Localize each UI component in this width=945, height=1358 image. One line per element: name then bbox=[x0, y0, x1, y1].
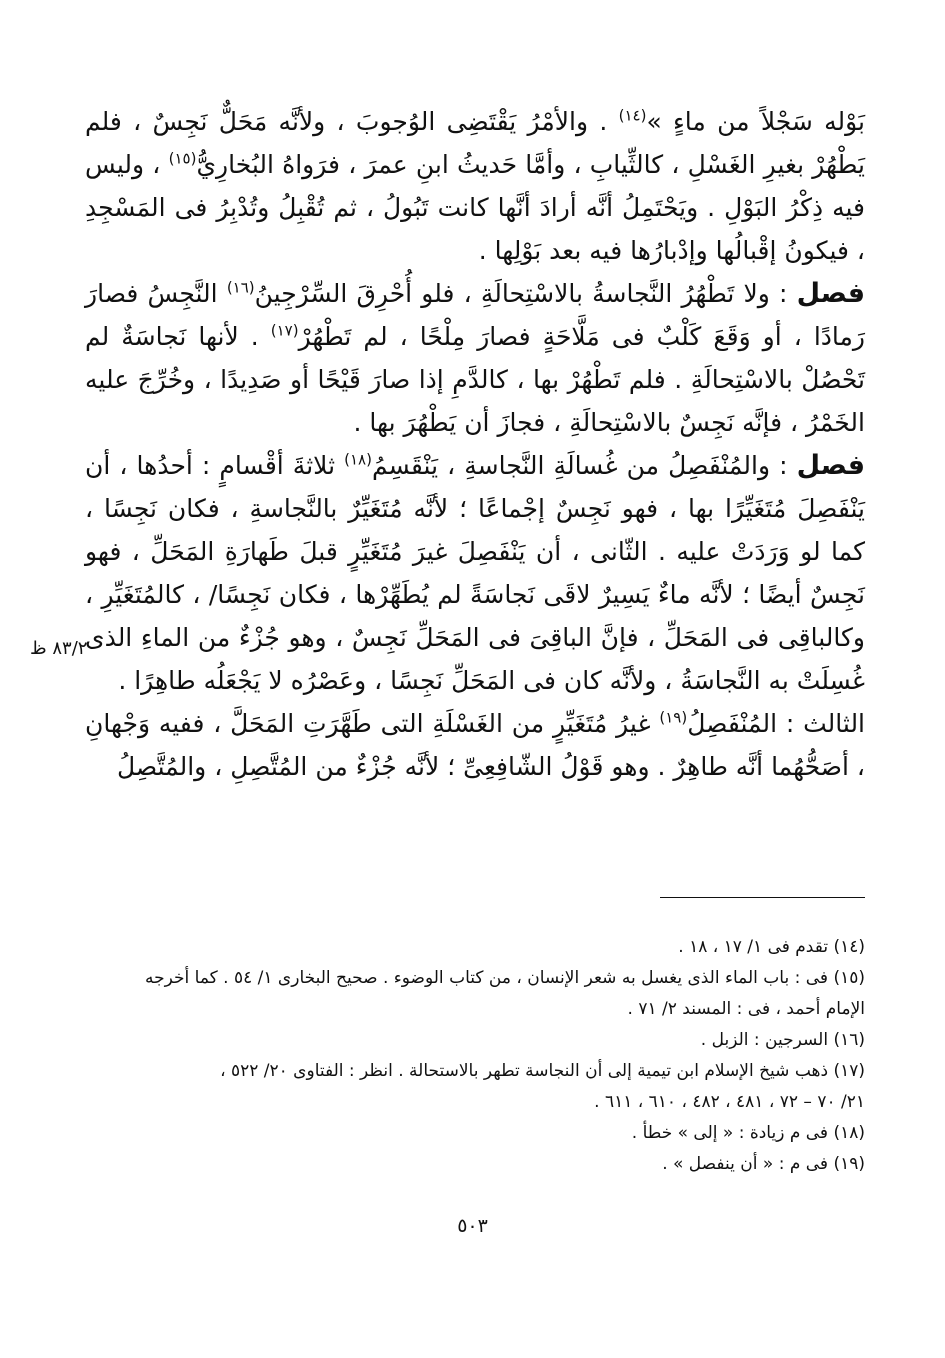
paragraph-2-text-c: . لأنها نَجاسَةٌ لم تَحْصُلْ بالاسْتِحالَةِ . فلم تَطْهُرْ بها ، كالدَّمِ إذا صارَ قَيْحًا أو صَدِيدًا ، وخُرِّجَ عليه الخَمْرُ ، فإنَّه نَجِسٌ بالاسْتِحالَةِ ، فجازَ أن يَطْهُرَ بها . bbox=[85, 322, 865, 437]
paragraph-1 bbox=[85, 100, 865, 272]
footnote-17: (١٧) ذهب شيخ الإسلام ابن تيمية إلى أن النجاسة تطهر بالاستحالة . انظر : الفتاوى ٢٠/ ٥٢٢ ، bbox=[220, 1061, 865, 1081]
footnote-17-continued: ٢١/ ٧٠ – ٧٢ ، ٤٨١ ، ٤٨٢ ، ٦١٠ ، ٦١١ . bbox=[594, 1092, 865, 1112]
paragraph-4 bbox=[85, 702, 865, 788]
footnote-16: (١٦) السرجين : الزبل . bbox=[700, 1030, 865, 1050]
footnote-15-continued: الإمام أحمد ، فى : المسند ٢/ ٧١ . bbox=[627, 999, 865, 1019]
footnote-18: (١٨) فى م زيادة : « إلى » خطأ . bbox=[631, 1123, 865, 1143]
manuscript-folio-note: ٨٣/٢ ظ bbox=[30, 638, 88, 659]
paragraph-3 bbox=[85, 444, 865, 702]
footnote-ref-18[interactable]: (١٨) bbox=[344, 450, 372, 469]
paragraph-2-text: : ولا تَطْهُرُ النَّجاسةُ بالاسْتِحالَةِ ، فلو أُحْرِقَ السِّرْجِينُ bbox=[254, 279, 788, 308]
footnote-19: (١٩) فى م : « أن ينفصل » . bbox=[662, 1154, 865, 1174]
paragraph-4-text: الثالث : المُنْفَصِلُ bbox=[687, 709, 866, 738]
section-heading-fasl-2: فصل bbox=[796, 450, 865, 481]
footnote-ref-14[interactable]: (١٤) bbox=[618, 106, 647, 125]
paragraph-3-text-b: ثلاثةَ أقْسامٍ : أحدُها ، أن يَنْفَصِلَ مُتَغَيِّرًا بها ، فهو نَجِسٌ إجْماعًا ؛ لأنَّه مُتَغَيِّرٌ بالنَّجاسةِ ، فكان نَجِسًا ، كما لو وَرَدَتْ عليه . الثّانى ، أن يَنْفَصِلَ غيرَ مُتَغَيِّرٍ قبلَ طَهارَةِ المَحَلِّ ، فهو نَجِسٌ أيضًا ؛ لأنَّه ماءٌ يَسِيرٌ لاقَى نَجاسَةً لم يُطَهِّرْها ، فكان نَجِسًا/ ، كالمُتَغَيِّرِ ، وكالباقِى فى المَحَلِّ ، فإنَّ الباقِىَ فى المَحَلِّ نَجِسٌ ، وهو جُزْءٌ من الماءِ الذى غُسِلَتْ به النَّجاسَةُ ، ولأنَّه كان فى المَحَلِّ نَجِسًا ، وعَصْرُه لا يَجْعَلُه طاهِرًا . bbox=[85, 451, 865, 695]
main-text-block bbox=[85, 100, 865, 788]
paragraph-3-text: : والمُنْفَصِلُ من غُسالَةِ النَّجاسةِ ، يَنْقَسِمُ bbox=[371, 451, 788, 480]
paragraph-4-text-b: غيرُ مُتَغَيِّرٍ من الغَسْلَةِ التى طَهَّرَتِ المَحَلَّ ، ففيه وَجْهانِ ، أصَحُّهُما أنَّه طاهِرٌ . وهو قَوْلُ الشّافِعِىِّ ؛ لأنَّه جُزْءٌ من المُتَّصِلِ ، والمُتَّصِلُ bbox=[85, 709, 865, 781]
footnote-15: (١٥) فى : باب الماء الذى يغسل به شعر الإنسان ، من كتاب الوضوء . صحيح البخارى ١/ ٥٤ . كما أخرجه bbox=[145, 968, 865, 988]
footnote-ref-15[interactable]: (١٥) bbox=[168, 149, 197, 168]
paragraph-1-text-b: . والأمْرُ يَقْتَضِى الوُجوبَ ، ولأنَّه مَحَلٌّ نَجِسٌ ، فلم يَطْهُرْ بغيرِ الغَسْلِ ، كالثِّيابِ ، وأمَّا حَديثُ ابنِ عمرَ ، فرَواهُ البُخارِيُّ bbox=[85, 107, 866, 179]
section-heading-fasl: فصل bbox=[796, 278, 865, 309]
paragraph-2-text-b: النَّجِسُ فصارَ رَمادًا ، أو وَقَعَ كَلْبٌ فى مَلَّاحَةٍ فصارَ مِلْحًا ، لم تَطْهُرْ bbox=[85, 279, 865, 351]
page-number: ٥٠٣ bbox=[457, 1215, 488, 1237]
footnote-ref-17[interactable]: (١٧) bbox=[270, 321, 299, 340]
footnote-14: (١٤) تقدم فى ١/ ١٧ ، ١٨ . bbox=[678, 937, 865, 957]
footnote-ref-19[interactable]: (١٩) bbox=[659, 708, 688, 727]
paragraph-2 bbox=[85, 272, 865, 444]
paragraph-1-text-c: ، وليس فيه ذِكْرُ البَوْلِ . ويَحْتَمِلُ أنَّه أرادَ أنَّها كانت تَبُولُ ، ثم تُقْبِلُ وتُدْبِرُ فى المَسْجِدِ ، فيكونُ إقْبالُها وإدْبارُها فيه بعد بَوْلِها . bbox=[85, 150, 865, 265]
footnote-ref-16[interactable]: (١٦) bbox=[226, 278, 255, 297]
paragraph-1-text: بَوْله سَجْلاً من ماءٍ » bbox=[646, 107, 866, 136]
footnotes-block bbox=[85, 932, 865, 1180]
footnote-separator bbox=[660, 897, 865, 898]
